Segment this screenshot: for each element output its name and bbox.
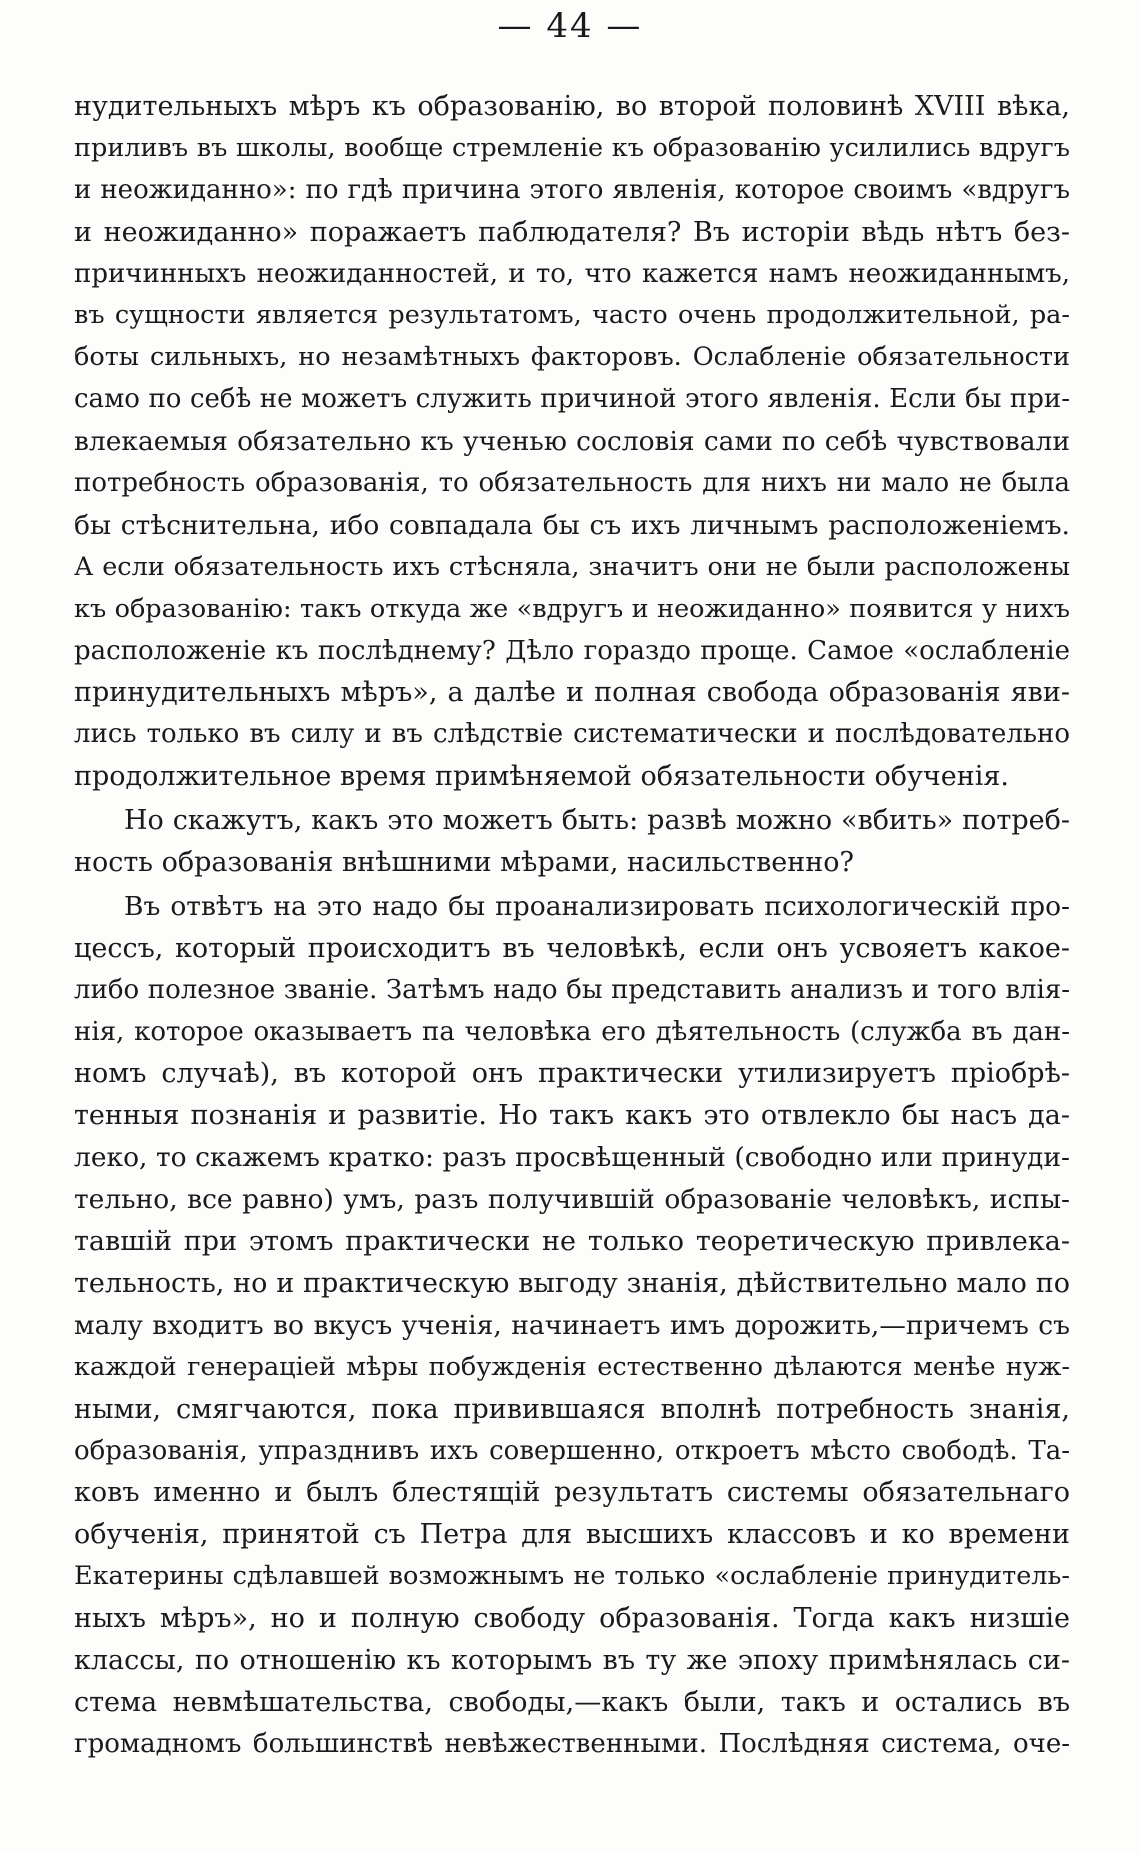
text-line: А если обязательность ихъ стѣсняла, значитъ они не были расположены — [74, 551, 1070, 582]
text-line: цессъ, который происходитъ въ человѣкѣ, если онъ усвояетъ какое- — [74, 932, 1070, 964]
text-line: ныхъ мѣръ», но и полную свободу образованія. Тогда какъ низшіе — [74, 1603, 1070, 1635]
text-line: нудительныхъ мѣръ къ образованію, во второй половинѣ XVIII вѣка, — [74, 91, 1070, 122]
text-line: приливъ въ школы, вообще стремленіе къ образованію усилились вдругъ — [74, 132, 1070, 163]
body-text — [74, 86, 1070, 1766]
text-line: тельно, все равно) умъ, разъ получившій образованіе человѣкъ, испы- — [74, 1184, 1070, 1216]
text-line: бы стѣснительна, ибо совпадала бы съ ихъ личнымъ расположеніемъ. — [74, 509, 1070, 541]
text-line: само по себѣ не можетъ служить причиной этого явленія. Если бы при- — [74, 384, 1070, 415]
page-number: — 44 — — [497, 6, 643, 46]
text-line: ными, смягчаются, пока привившаяся вполнѣ потребность знанія, — [74, 1393, 1070, 1425]
text-line: принудительныхъ мѣръ», а далѣе и полная свобода образованія яви- — [74, 677, 1070, 709]
text-line: либо полезное званіе. Затѣмъ надо бы представить анализъ и того влія- — [74, 974, 1070, 1005]
text-line: Екатерины сдѣлавшей возможнымъ не только «ослабленіе принудитель- — [74, 1561, 1070, 1592]
text-line: и неожиданно» поражаетъ паблюдателя? Въ исторіи вѣдь нѣтъ без- — [74, 216, 1070, 248]
text-line: стема невмѣшательства, свободы,—какъ были, такъ и остались въ — [74, 1686, 1070, 1718]
text-line: боты сильныхъ, но незамѣтныхъ факторовъ. Ослабленіе обязательности — [74, 342, 1070, 373]
text-line: въ сущности является результатомъ, часто очень продолжительной, ра- — [74, 300, 1070, 331]
text-line: расположеніе къ послѣднему? Дѣло гораздо проще. Самое «ослабленіе — [74, 635, 1070, 666]
text-line: тенныя познанія и развитіе. Но такъ какъ это отвлекло бы насъ да- — [74, 1100, 1070, 1132]
text-line: малу входитъ во вкусъ ученія, начинаетъ имъ дорожить,—причемъ съ — [74, 1309, 1070, 1341]
text-line: образованія, упразднивъ ихъ совершенно, откроетъ мѣсто свободѣ. Та- — [74, 1435, 1070, 1466]
text-line: каждой генераціей мѣры побужденія естественно дѣлаются менѣе нуж- — [74, 1351, 1070, 1382]
text-line: причинныхъ неожиданностей, и то, что кажется намъ неожиданнымъ, — [74, 258, 1070, 289]
paragraph-end-line: продолжительное время примѣняемой обязательности обученія. — [74, 761, 1009, 793]
text-line: и неожиданно»: по гдѣ причина этого явленія, которое своимъ «вдругъ — [74, 174, 1070, 205]
text-line: ковъ именно и былъ блестящій результатъ системы обязательнаго — [74, 1477, 1070, 1509]
paragraph-end-line: ность образованія внѣшними мѣрами, насильственно? — [74, 847, 855, 879]
text-line: лись только въ силу и въ слѣдствіе систематически и послѣдовательно — [74, 719, 1070, 750]
text-line: громадномъ большинствѣ невѣжественными. Послѣдняя система, оче- — [74, 1728, 1070, 1759]
text-line: влекаемыя обязательно къ ученью сословія сами по себѣ чувствовали — [74, 426, 1070, 458]
text-line: нія, которое оказываетъ па человѣка его дѣятельность (служба въ дан- — [74, 1016, 1070, 1047]
paragraph-start-line: Въ отвѣтъ на это надо бы проанализировать психологическій про- — [124, 890, 1070, 922]
text-line: классы, по отношенію къ которымъ въ ту же эпоху примѣнялась си- — [74, 1644, 1070, 1676]
text-line: обученія, принятой съ Петра для высшихъ классовъ и ко времени — [74, 1519, 1070, 1551]
text-line: потребность образованія, то обязательность для нихъ ни мало не была — [74, 468, 1070, 499]
text-line: тельность, но и практическую выгоду знанія, дѣйствительно мало по — [74, 1267, 1070, 1299]
paragraph-start-line: Но скажутъ, какъ это можетъ быть: развѣ можно «вбить» потреб- — [124, 805, 1070, 837]
text-line: тавшій при этомъ практически не только теоретическую привлека- — [74, 1226, 1070, 1258]
text-line: къ образованію: такъ откуда же «вдругъ и неожиданно» появится у нихъ — [74, 593, 1070, 624]
text-line: леко, то скажемъ кратко: разъ просвѣщенный (свободно или принуди- — [74, 1142, 1070, 1174]
text-line: номъ случаѣ), въ которой онъ практически утилизируетъ пріобрѣ- — [74, 1058, 1070, 1090]
